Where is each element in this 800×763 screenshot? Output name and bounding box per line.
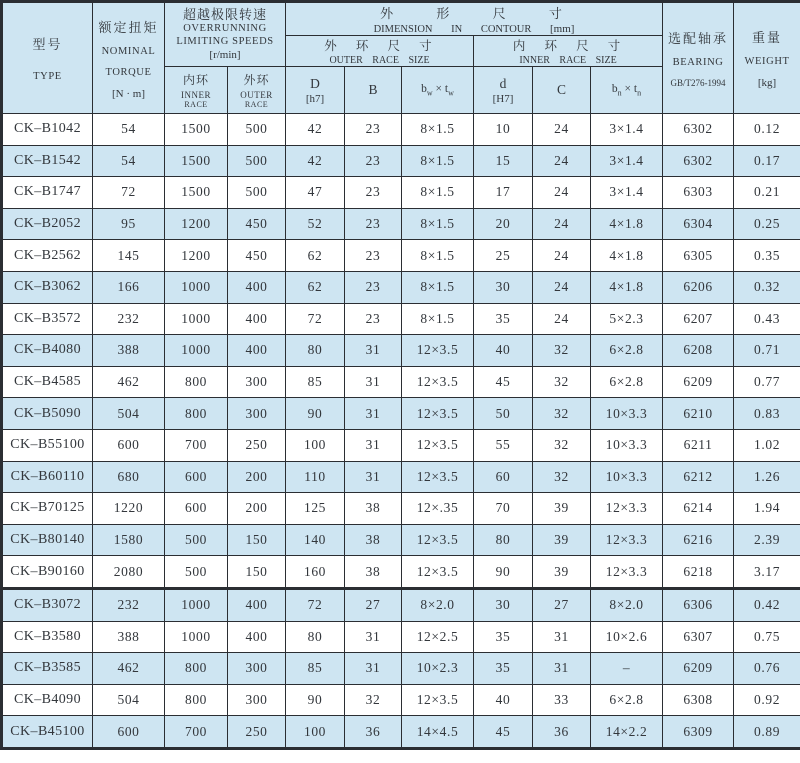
cell-outer-race-b: 31	[345, 621, 402, 653]
cell-inner-race-d: 20	[474, 208, 533, 240]
cell-inner-race-speed: 1500	[165, 145, 228, 177]
cell-outer-race-speed: 400	[228, 588, 286, 621]
cell-inner-race-c: 32	[533, 335, 591, 367]
cell-outer-race-speed: 150	[228, 556, 286, 589]
cell-inner-race-bn-tn: 4×1.8	[591, 240, 663, 272]
cell-outer-race-b: 23	[345, 240, 402, 272]
cell-inner-race-bn-tn: 4×1.8	[591, 208, 663, 240]
header-speeds-zh: 超越极限转速	[182, 7, 267, 23]
cell-outer-race-b: 36	[345, 716, 402, 749]
cell-inner-race-speed: 1200	[165, 208, 228, 240]
table-row	[2, 335, 800, 367]
cell-type: CK–B4585	[2, 366, 93, 398]
cell-bearing: 6208	[663, 335, 734, 367]
cell-outer-race-speed: 250	[228, 429, 286, 461]
cell-bearing: 6209	[663, 366, 734, 398]
cell-outer-race-d: 160	[286, 556, 345, 589]
cell-outer-race-d: 72	[286, 588, 345, 621]
cell-inner-race-bn-tn: 5×2.3	[591, 303, 663, 335]
cell-inner-race-speed: 1000	[165, 303, 228, 335]
cell-nominal-torque: 600	[93, 716, 165, 749]
cell-nominal-torque: 1220	[93, 493, 165, 525]
cell-outer-race-d: 72	[286, 303, 345, 335]
cell-inner-race-speed: 500	[165, 556, 228, 589]
cell-inner-race-d: 70	[474, 493, 533, 525]
cell-nominal-torque: 166	[93, 271, 165, 303]
cell-inner-race-d: 10	[474, 114, 533, 146]
cell-type: CK–B1542	[2, 145, 93, 177]
cell-inner-race-bn-tn: 6×2.8	[591, 366, 663, 398]
cell-nominal-torque: 232	[93, 588, 165, 621]
table-row	[2, 461, 800, 493]
cell-inner-race-bn-tn: 6×2.8	[591, 335, 663, 367]
cell-nominal-torque: 462	[93, 366, 165, 398]
cell-inner-race-c: 32	[533, 461, 591, 493]
cell-inner-race-d: 45	[474, 366, 533, 398]
header-outer-race-size: 外 环 尺 寸 OUTER RACE SIZE	[286, 36, 474, 67]
cell-outer-race-speed: 300	[228, 684, 286, 716]
cell-outer-race-bw-tw: 12×3.5	[402, 684, 474, 716]
cell-nominal-torque: 388	[93, 335, 165, 367]
cell-outer-race-speed: 500	[228, 177, 286, 209]
cell-outer-race-d: 110	[286, 461, 345, 493]
header-dimension-en: DIMENSION IN CONTOUR [mm]	[373, 23, 575, 35]
cell-outer-race-bw-tw: 8×1.5	[402, 208, 474, 240]
cell-inner-race-bn-tn: 12×3.3	[591, 524, 663, 556]
cell-type: CK–B3585	[2, 653, 93, 685]
cell-outer-race-bw-tw: 8×1.5	[402, 240, 474, 272]
header-bearing-en: BEARING	[672, 57, 724, 68]
cell-nominal-torque: 388	[93, 621, 165, 653]
cell-bearing: 6304	[663, 208, 734, 240]
cell-inner-race-speed: 600	[165, 461, 228, 493]
cell-inner-race-bn-tn: 10×3.3	[591, 398, 663, 430]
cell-outer-race-speed: 300	[228, 398, 286, 430]
cell-bearing: 6305	[663, 240, 734, 272]
cell-inner-race-bn-tn: 12×3.3	[591, 556, 663, 589]
cell-inner-race-speed: 800	[165, 366, 228, 398]
cell-nominal-torque: 54	[93, 145, 165, 177]
cell-outer-race-bw-tw: 12×3.5	[402, 335, 474, 367]
table-row	[2, 429, 800, 461]
cell-weight: 0.77	[734, 366, 800, 398]
table-row	[2, 240, 800, 272]
cell-nominal-torque: 145	[93, 240, 165, 272]
cell-outer-race-bw-tw: 14×4.5	[402, 716, 474, 749]
cell-type: CK–B2052	[2, 208, 93, 240]
cell-outer-race-speed: 500	[228, 145, 286, 177]
header-speeds-en1: OVERRUNNING	[183, 22, 267, 34]
cell-outer-race-b: 23	[345, 177, 402, 209]
cell-outer-race-speed: 300	[228, 366, 286, 398]
cell-nominal-torque: 462	[93, 653, 165, 685]
cell-outer-race-b: 38	[345, 556, 402, 589]
cell-outer-race-bw-tw: 8×1.5	[402, 271, 474, 303]
cell-outer-race-bw-tw: 12×3.5	[402, 524, 474, 556]
cell-outer-race-bw-tw: 8×1.5	[402, 145, 474, 177]
cell-weight: 0.42	[734, 588, 800, 621]
table-row	[2, 177, 800, 209]
header-type-en: TYPE	[33, 71, 62, 82]
cell-outer-race-d: 42	[286, 145, 345, 177]
cell-outer-race-d: 140	[286, 524, 345, 556]
table-body	[2, 114, 800, 749]
cell-outer-race-d: 85	[286, 366, 345, 398]
cell-type: CK–B3580	[2, 621, 93, 653]
cell-inner-race-bn-tn: 10×3.3	[591, 429, 663, 461]
cell-inner-race-speed: 700	[165, 716, 228, 749]
cell-outer-race-b: 31	[345, 461, 402, 493]
header-dimension	[286, 2, 663, 36]
cell-inner-race-d: 40	[474, 684, 533, 716]
cell-weight: 0.92	[734, 684, 800, 716]
cell-nominal-torque: 600	[93, 429, 165, 461]
table-row	[2, 653, 800, 685]
cell-outer-race-bw-tw: 8×1.5	[402, 114, 474, 146]
cell-outer-race-speed: 150	[228, 524, 286, 556]
cell-inner-race-bn-tn: 3×1.4	[591, 145, 663, 177]
cell-inner-race-d: 17	[474, 177, 533, 209]
cell-inner-race-speed: 1500	[165, 177, 228, 209]
cell-outer-race-d: 100	[286, 429, 345, 461]
cell-outer-race-speed: 450	[228, 240, 286, 272]
cell-bearing: 6303	[663, 177, 734, 209]
cell-type: CK–B5090	[2, 398, 93, 430]
header-bearing-standard: GB/T276-1994	[670, 78, 726, 88]
cell-outer-race-bw-tw: 12×.35	[402, 493, 474, 525]
cell-outer-race-bw-tw: 8×2.0	[402, 588, 474, 621]
cell-inner-race-bn-tn: 6×2.8	[591, 684, 663, 716]
cell-type: CK–B45100	[2, 716, 93, 749]
cell-outer-race-d: 90	[286, 398, 345, 430]
header-weight	[734, 2, 800, 114]
header-col-D: D [h7]	[286, 67, 345, 114]
cell-inner-race-bn-tn: 8×2.0	[591, 588, 663, 621]
cell-weight: 1.94	[734, 493, 800, 525]
cell-outer-race-b: 23	[345, 114, 402, 146]
cell-bearing: 6209	[663, 653, 734, 685]
table-row	[2, 208, 800, 240]
cell-bearing: 6206	[663, 271, 734, 303]
cell-nominal-torque: 54	[93, 114, 165, 146]
table-row	[2, 114, 800, 146]
cell-inner-race-c: 31	[533, 653, 591, 685]
cell-inner-race-c: 27	[533, 588, 591, 621]
cell-inner-race-c: 24	[533, 240, 591, 272]
cell-type: CK–B4090	[2, 684, 93, 716]
header-dimension-zh: 外 形 尺 寸	[380, 6, 568, 21]
cell-type: CK–B55100	[2, 429, 93, 461]
cell-bearing: 6216	[663, 524, 734, 556]
cell-outer-race-bw-tw: 12×3.5	[402, 398, 474, 430]
header-speed-outer-race: 外环 OUTER RACE	[228, 67, 286, 114]
cell-nominal-torque: 2080	[93, 556, 165, 589]
cell-inner-race-speed: 1000	[165, 271, 228, 303]
cell-bearing: 6207	[663, 303, 734, 335]
cell-outer-race-b: 23	[345, 208, 402, 240]
cell-inner-race-speed: 1200	[165, 240, 228, 272]
cell-inner-race-bn-tn: 10×2.6	[591, 621, 663, 653]
cell-outer-race-b: 38	[345, 493, 402, 525]
header-type	[2, 2, 93, 114]
cell-bearing: 6308	[663, 684, 734, 716]
cell-outer-race-d: 80	[286, 621, 345, 653]
cell-inner-race-bn-tn: –	[591, 653, 663, 685]
cell-weight: 0.89	[734, 716, 800, 749]
header-torque	[93, 2, 165, 114]
cell-outer-race-b: 27	[345, 588, 402, 621]
cell-type: CK–B4080	[2, 335, 93, 367]
cell-inner-race-d: 35	[474, 303, 533, 335]
cell-bearing: 6218	[663, 556, 734, 589]
header-col-bw-tw: $b_w \times t_w$	[402, 67, 474, 114]
cell-inner-race-bn-tn: 10×3.3	[591, 461, 663, 493]
cell-type: CK–B90160	[2, 556, 93, 589]
cell-outer-race-bw-tw: 12×3.5	[402, 429, 474, 461]
cell-inner-race-c: 24	[533, 177, 591, 209]
cell-type: CK–B70125	[2, 493, 93, 525]
cell-inner-race-d: 30	[474, 271, 533, 303]
cell-inner-race-c: 32	[533, 398, 591, 430]
cell-outer-race-b: 31	[345, 653, 402, 685]
cell-inner-race-c: 39	[533, 493, 591, 525]
cell-bearing: 6309	[663, 716, 734, 749]
cell-weight: 0.12	[734, 114, 800, 146]
header-speeds	[165, 2, 286, 67]
header-inner-race-size: 内 环 尺 寸 INNER RACE SIZE	[474, 36, 663, 67]
cell-inner-race-speed: 800	[165, 653, 228, 685]
cell-inner-race-bn-tn: 3×1.4	[591, 114, 663, 146]
cell-inner-race-c: 36	[533, 716, 591, 749]
cell-nominal-torque: 504	[93, 398, 165, 430]
cell-weight: 0.76	[734, 653, 800, 685]
cell-outer-race-d: 125	[286, 493, 345, 525]
table-row	[2, 524, 800, 556]
cell-weight: 0.25	[734, 208, 800, 240]
cell-outer-race-b: 31	[345, 366, 402, 398]
header-torque-zh: 额定扭矩	[98, 19, 159, 35]
cell-inner-race-bn-tn: 4×1.8	[591, 271, 663, 303]
cell-inner-race-speed: 800	[165, 684, 228, 716]
header-torque-unit: [N · m]	[112, 87, 145, 100]
table-row	[2, 684, 800, 716]
cell-outer-race-b: 38	[345, 524, 402, 556]
cell-inner-race-speed: 1000	[165, 335, 228, 367]
cell-outer-race-speed: 300	[228, 653, 286, 685]
header-weight-en: WEIGHT	[744, 56, 790, 67]
cell-weight: 0.32	[734, 271, 800, 303]
table-row	[2, 303, 800, 335]
cell-type: CK–B2562	[2, 240, 93, 272]
cell-inner-race-speed: 1000	[165, 588, 228, 621]
cell-outer-race-bw-tw: 12×3.5	[402, 556, 474, 589]
cell-inner-race-bn-tn: 3×1.4	[591, 177, 663, 209]
header-speeds-unit: [r/min]	[209, 48, 241, 61]
cell-outer-race-d: 100	[286, 716, 345, 749]
cell-outer-race-bw-tw: 8×1.5	[402, 303, 474, 335]
table-row	[2, 493, 800, 525]
cell-bearing: 6307	[663, 621, 734, 653]
cell-weight: 0.71	[734, 335, 800, 367]
cell-inner-race-speed: 600	[165, 493, 228, 525]
cell-inner-race-c: 39	[533, 524, 591, 556]
cell-weight: 1.02	[734, 429, 800, 461]
header-col-B: B	[345, 67, 402, 114]
cell-inner-race-speed: 700	[165, 429, 228, 461]
cell-inner-race-d: 30	[474, 588, 533, 621]
cell-bearing: 6306	[663, 588, 734, 621]
cell-bearing: 6211	[663, 429, 734, 461]
table-row	[2, 398, 800, 430]
cell-weight: 2.39	[734, 524, 800, 556]
header-type-zh: 型号	[32, 37, 63, 52]
cell-outer-race-speed: 250	[228, 716, 286, 749]
table-row	[2, 271, 800, 303]
cell-inner-race-d: 50	[474, 398, 533, 430]
header-speeds-en2: LIMITING SPEEDS	[176, 35, 274, 47]
cell-nominal-torque: 1580	[93, 524, 165, 556]
header-col-C: C	[533, 67, 591, 114]
cell-outer-race-speed: 400	[228, 271, 286, 303]
cell-outer-race-speed: 500	[228, 114, 286, 146]
cell-inner-race-d: 15	[474, 145, 533, 177]
cell-outer-race-d: 90	[286, 684, 345, 716]
cell-outer-race-bw-tw: 12×3.5	[402, 366, 474, 398]
header-col-bn-tn: $b_n \times t_n$	[591, 67, 663, 114]
cell-inner-race-speed: 800	[165, 398, 228, 430]
header-torque-en2: TORQUE	[105, 66, 152, 78]
cell-bearing: 6302	[663, 114, 734, 146]
cell-outer-race-d: 47	[286, 177, 345, 209]
cell-inner-race-speed: 1500	[165, 114, 228, 146]
cell-outer-race-speed: 400	[228, 621, 286, 653]
header-speed-inner-race: 内环 INNER RACE	[165, 67, 228, 114]
cell-inner-race-c: 24	[533, 208, 591, 240]
cell-inner-race-bn-tn: 14×2.2	[591, 716, 663, 749]
cell-outer-race-d: 62	[286, 271, 345, 303]
cell-inner-race-d: 40	[474, 335, 533, 367]
cell-nominal-torque: 680	[93, 461, 165, 493]
header-col-d: d [H7]	[474, 67, 533, 114]
cell-weight: 1.26	[734, 461, 800, 493]
cell-weight: 0.75	[734, 621, 800, 653]
cell-outer-race-b: 23	[345, 303, 402, 335]
cell-outer-race-d: 85	[286, 653, 345, 685]
cell-type: CK–B3072	[2, 588, 93, 621]
cell-outer-race-b: 23	[345, 145, 402, 177]
cell-bearing: 6214	[663, 493, 734, 525]
cell-outer-race-b: 23	[345, 271, 402, 303]
cell-inner-race-c: 32	[533, 366, 591, 398]
cell-type: CK–B1042	[2, 114, 93, 146]
cell-outer-race-d: 52	[286, 208, 345, 240]
cell-inner-race-speed: 1000	[165, 621, 228, 653]
cell-inner-race-d: 80	[474, 524, 533, 556]
cell-outer-race-speed: 400	[228, 335, 286, 367]
cell-outer-race-speed: 400	[228, 303, 286, 335]
cell-outer-race-speed: 450	[228, 208, 286, 240]
cell-outer-race-b: 32	[345, 684, 402, 716]
cell-weight: 0.21	[734, 177, 800, 209]
cell-type: CK–B1747	[2, 177, 93, 209]
cell-outer-race-b: 31	[345, 429, 402, 461]
cell-inner-race-d: 60	[474, 461, 533, 493]
cell-inner-race-d: 90	[474, 556, 533, 589]
cell-type: CK–B60110	[2, 461, 93, 493]
cell-outer-race-d: 80	[286, 335, 345, 367]
header-bearing	[663, 2, 734, 114]
cell-inner-race-d: 35	[474, 653, 533, 685]
cell-inner-race-d: 25	[474, 240, 533, 272]
cell-outer-race-speed: 200	[228, 461, 286, 493]
cell-nominal-torque: 95	[93, 208, 165, 240]
cell-inner-race-c: 24	[533, 303, 591, 335]
table-header	[2, 2, 800, 114]
cell-type: CK–B3062	[2, 271, 93, 303]
cell-nominal-torque: 72	[93, 177, 165, 209]
cell-outer-race-d: 42	[286, 114, 345, 146]
cell-weight: 3.17	[734, 556, 800, 589]
cell-inner-race-d: 35	[474, 621, 533, 653]
table-row	[2, 716, 800, 749]
cell-inner-race-c: 33	[533, 684, 591, 716]
cell-outer-race-b: 31	[345, 398, 402, 430]
cell-weight: 0.83	[734, 398, 800, 430]
cell-bearing: 6212	[663, 461, 734, 493]
header-bearing-zh: 选配轴承	[668, 31, 729, 46]
cell-weight: 0.35	[734, 240, 800, 272]
cell-bearing: 6210	[663, 398, 734, 430]
header-torque-en1: NOMINAL	[101, 45, 156, 57]
table-row	[2, 145, 800, 177]
cell-outer-race-speed: 200	[228, 493, 286, 525]
table-row	[2, 588, 800, 621]
cell-outer-race-b: 31	[345, 335, 402, 367]
cell-inner-race-bn-tn: 12×3.3	[591, 493, 663, 525]
cell-nominal-torque: 504	[93, 684, 165, 716]
cell-type: CK–B80140	[2, 524, 93, 556]
cell-outer-race-bw-tw: 12×3.5	[402, 461, 474, 493]
cell-bearing: 6302	[663, 145, 734, 177]
header-weight-unit: [kg]	[757, 77, 777, 89]
cell-inner-race-d: 55	[474, 429, 533, 461]
cell-inner-race-c: 39	[533, 556, 591, 589]
cell-type: CK–B3572	[2, 303, 93, 335]
cell-inner-race-d: 45	[474, 716, 533, 749]
cell-inner-race-c: 31	[533, 621, 591, 653]
cell-nominal-torque: 232	[93, 303, 165, 335]
cell-inner-race-c: 24	[533, 145, 591, 177]
cell-weight: 0.43	[734, 303, 800, 335]
cell-inner-race-speed: 500	[165, 524, 228, 556]
cell-outer-race-bw-tw: 12×2.5	[402, 621, 474, 653]
header-weight-zh: 重量	[752, 30, 783, 45]
cell-inner-race-c: 24	[533, 114, 591, 146]
table-row	[2, 556, 800, 589]
table-row	[2, 366, 800, 398]
cell-outer-race-bw-tw: 10×2.3	[402, 653, 474, 685]
cell-outer-race-bw-tw: 8×1.5	[402, 177, 474, 209]
cell-inner-race-c: 24	[533, 271, 591, 303]
cell-outer-race-d: 62	[286, 240, 345, 272]
table-row	[2, 621, 800, 653]
cell-inner-race-c: 32	[533, 429, 591, 461]
cell-weight: 0.17	[734, 145, 800, 177]
